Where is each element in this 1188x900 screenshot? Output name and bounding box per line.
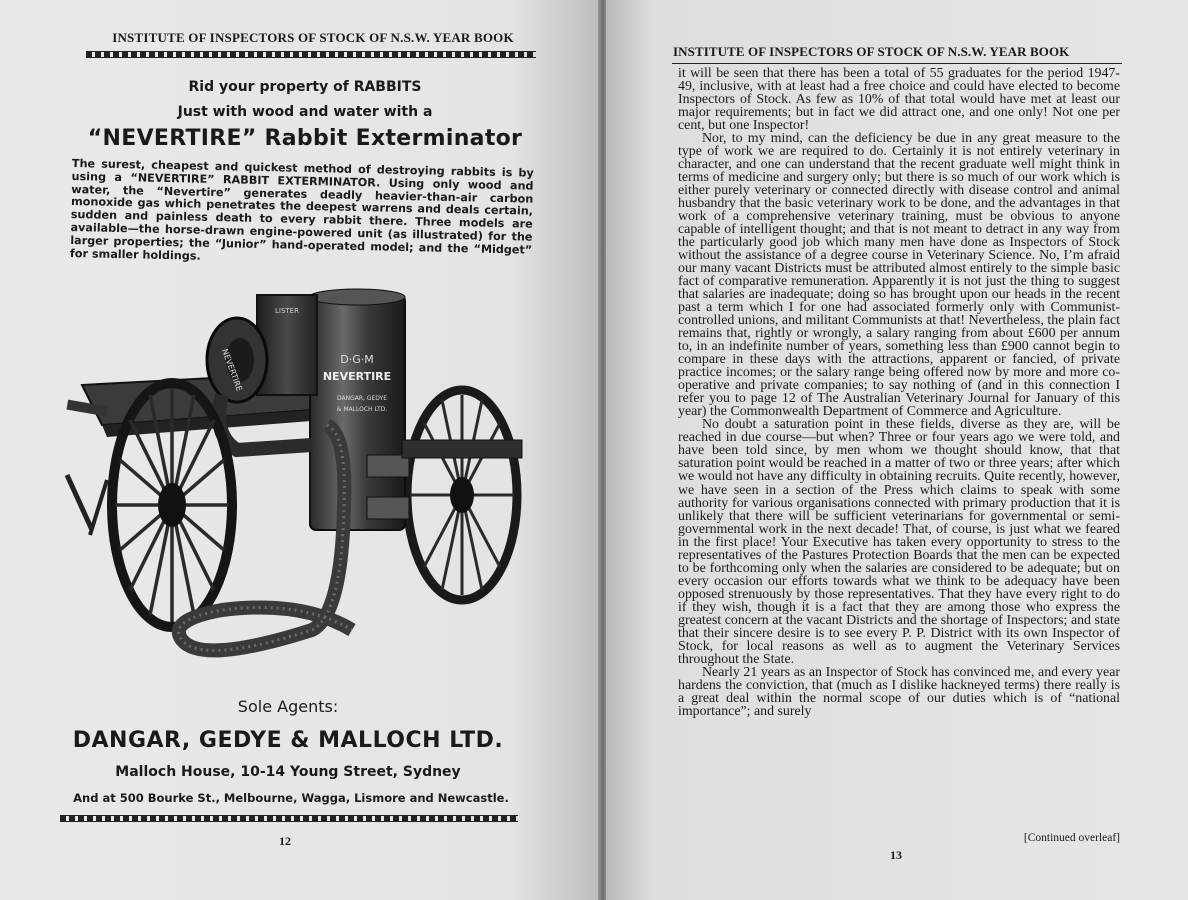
company-name: DANGAR, GEDYE & MALLOCH LTD. [72,728,504,753]
fan-label: NEVERTIRE [220,347,244,393]
article-paragraph: No doubt a saturation point in these fields, diverse as they are, will be reached in due course—but when? Three or four years ago we were told, and have been told since, by men whom we thought should know, that that saturation point would be reached in a matter of two or three years; after which we would not have any difficulty in obtaining recruits. Quite recently, however, we have seen in a section of the Press which claims to speak with some authority for various organisations connected with primary production that it is unlikely that there will be sufficient veterinarians for governmental or semi-governmental work in the next decade! That, of course, is just what we feared in the first place! Your Executive has taken every opportunity to stress to the representatives of the Pastures Protection Boards that the men can be expected to be forthcoming only when the salaries are considered to be adequate; but on every occasion our efforts towards what we think to be adequacy have been opposed strenuously by those representatives. That they have every right to do if they wish, though it is a fact that they are among those who express the greatest concern at the vacant Districts and the shortage of Inspectors; and state that their sincere desire is to see every P. P. District with its own Inspector of Stock, for local reasons as well as to augment the Veterinary Services throughout the State. [678,417,1120,667]
right-page-header: INSTITUTE OF INSPECTORS OF STOCK OF N.S.W. YEAR BOOK [673,44,1070,59]
front-wheel [112,383,232,627]
ad-headline-1: Rid your property of RABBITS [188,79,422,95]
tank-maker-label-2: & MALLOCH LTD. [336,406,388,413]
article-paragraph: Nearly 21 years as an Inspector of Stock has convinced me, and every year hardens the conviction, that (much as I dislike hackneyed terms) there really is a great deal within the normal scope of our duties which is of “national importance”; and surely [678,664,1120,719]
article-body [678,67,1120,718]
ad-headline-2: Just with wood and water with a [177,104,433,120]
footer-rule [60,815,518,822]
branch-addresses: And at 500 Bourke St., Melbourne, Wagga, Lismore and Newcastle. [73,791,509,805]
right-page-number: 13 [890,848,902,862]
company-address: Malloch House, 10-14 Young Street, Sydney [115,764,461,780]
header-rule [86,51,536,58]
tank-maker-label-1: DANGAR, GEDYE [336,395,388,402]
right-header-rule [672,63,1122,64]
exterminator-machine-illustration [62,275,532,685]
article-paragraph: it will be seen that there has been a total of 55 graduates for the period 1947-49, inclusive, with at least had a free choice and could have elected to become Inspectors of Stock. As few as 10% of that total would have met at least our major requirements; but in fact we did attract one, and one only! Not one per cent, but one Inspector! [678,66,1120,134]
tank-name-label: NEVERTIRE [322,370,392,383]
ad-title: “NEVERTIRE” Rabbit Exterminator [87,126,523,151]
tank-dgm-label: D·G·M [340,353,374,366]
left-page-header: INSTITUTE OF INSPECTORS OF STOCK OF N.S.W. YEAR BOOK [112,30,514,45]
continued-note: [Continued overleaf] [1023,832,1120,844]
lister-label: LISTER [275,307,299,315]
left-page-number: 12 [279,834,291,848]
article-paragraph: Nor, to my mind, can the deficiency be due in any great measure to the type of work we are required to do. Certainly it is not entirely veterinary in character, and one can understand that the recent graduate well might think in terms of medicine and surgery only; but there is so much of our work which is either purely veterinary or connected directly with disease control and animal husbandry that the basic veterinary work to be done, and the advantages in that work of a comprehensive veterinary training, must be obvious to anyone capable of intelligent thought; and that is not meant to detract in any way from the particularly good job which many men have done as Inspectors of Stock without the assistance of a degree course in Veterinary Science. No, I’m afraid our many vacant Districts must be attributed almost entirely to the simple basic fact of comparative remuneration. Apparently it is not just the thing to suggest that salaries are inadequate; doing so has brought upon our heads in the recent past a term which I for one had associated formerly only with Communist-controlled unions, and militant Communists at that! Nevertheless, the plain fact remains that, rightly or wrongly, a salary ranging from about £600 per annum to, in an indefinite number of years, something less than £900 cannot begin to compare in these days with the attractions, apparent or fancied, of private practice incomes; or the salary range being offered now by more and more co-operative and private companies; to say nothing of (and in this connection I refer you to page 12 of The Australian Veterinary Journal for January of this year) the Commonwealth Department of Commerce and Agriculture. [678,131,1120,420]
blower-fan [207,318,267,402]
sole-agents-label: Sole Agents: [237,697,339,716]
rear-wheel [407,390,517,600]
ad-body-text: The surest, cheapest and quickest method of destroying rabbits is by using a “NEVERTIRE” RABBIT EXTERMINATOR. Using only wood and water, the “Nevertire” generates deadly heavier-than-air carbon monoxide gas which penetrates the deepest warrens and deals certain, sudden and painless death to every rabbit there. Three models are available—the horse-drawn engine-powered unit (as illustrated) for the larger properties; the “Junior” hand-operated model; and the “Midget” for smaller holdings. [69,157,534,263]
